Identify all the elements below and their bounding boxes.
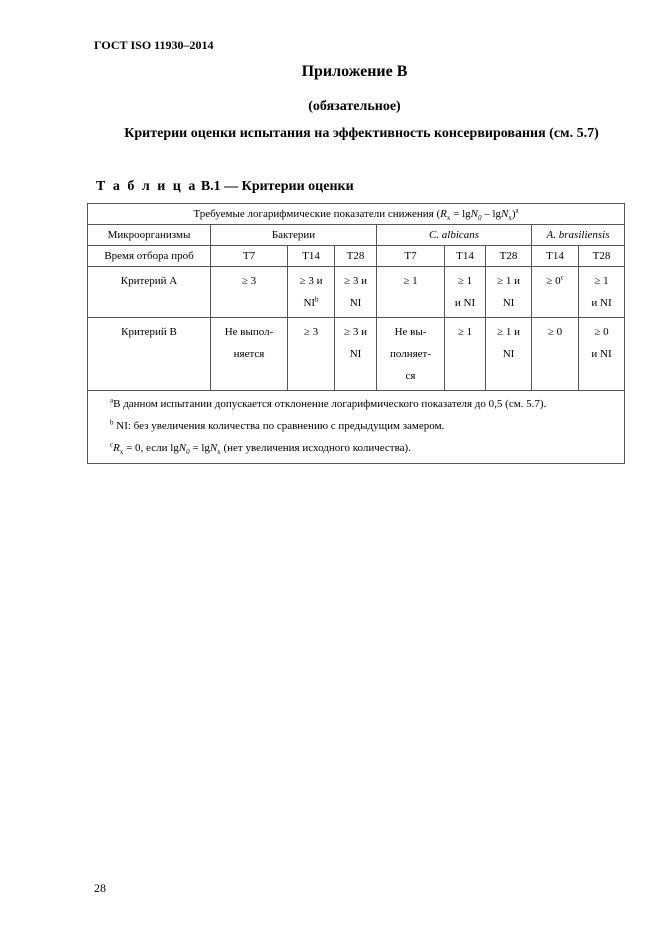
- criterion-cell: ≥ 1 и NI: [486, 267, 532, 318]
- table-caption: [96, 179, 354, 195]
- appendix-subtitle: Критерии оценки испытания на эффективность консервирования (см. 5.7): [124, 126, 599, 141]
- time-cell: T14: [288, 246, 335, 267]
- criterion-cell: ≥ 1: [377, 267, 445, 318]
- time-cell: T7: [211, 246, 288, 267]
- criterion-cell: ≥ 1 и NI: [486, 318, 532, 391]
- table-title-row: [88, 204, 625, 225]
- group-header-row: [88, 225, 625, 246]
- footnotes-cell: [88, 391, 625, 464]
- criterion-cell: ≥ 1 и NI: [445, 267, 486, 318]
- footnote-b: $^b$ NI: без увеличения количества по сравнению с предыдущим замером.: [110, 418, 445, 432]
- time-cell: T14: [532, 246, 579, 267]
- footnote-a: $^a$В данном испытании допускается отклонение логарифмического показателя до 0,5 (см. 5.7).: [110, 396, 547, 410]
- time-cell: T28: [579, 246, 625, 267]
- criterion-a-row: [88, 267, 625, 318]
- appendix-status: (обязательное): [308, 99, 401, 114]
- criterion-cell: ≥ 3 и NI: [335, 267, 377, 318]
- time-cell: T7: [377, 246, 445, 267]
- time-cell: T28: [335, 246, 377, 267]
- criterion-b-label: Критерий В: [88, 318, 211, 391]
- bacteria-header: Бактерии: [211, 225, 377, 246]
- criterion-cell: ≥ $0^c$: [532, 267, 579, 318]
- sampling-time-row: [88, 246, 625, 267]
- standard-designation: ГОСТ ISO 11930–2014: [94, 38, 214, 52]
- footnote-c: $^cR_x = 0$, если lgN$_0$ = lgN$_x$ (нет увеличения исходного количества).: [110, 440, 411, 457]
- table-title-cell: Требуемые логарифмические показатели снижения $(R_x = \lg N_0 - \lg N_x)^a$: [88, 204, 625, 225]
- microorganisms-header: Микроорганизмы: [88, 225, 211, 246]
- criterion-cell: ≥ 3: [211, 267, 288, 318]
- page-number: 28: [94, 881, 106, 895]
- table-caption-text: — Критерии оценки: [224, 179, 354, 194]
- c-albicans-header: C. albicans: [377, 225, 532, 246]
- criterion-cell: ≥ 1: [445, 318, 486, 391]
- criterion-cell: ≥ 0: [532, 318, 579, 391]
- appendix-title: Приложение В: [301, 63, 408, 80]
- a-brasiliensis-header: A. brasiliensis: [532, 225, 625, 246]
- sampling-time-label: Время отбора проб: [88, 246, 211, 267]
- criterion-cell: ≥ 3: [288, 318, 335, 391]
- criterion-cell: ≥ 0 и NI: [579, 318, 625, 391]
- criteria-table: [87, 203, 625, 464]
- table-caption-label: Т а б л и ц а: [96, 179, 198, 194]
- footnotes-row: [88, 391, 625, 464]
- criterion-b-row: [88, 318, 625, 391]
- time-cell: T14: [445, 246, 486, 267]
- criterion-cell: ≥ 1 и NI: [579, 267, 625, 318]
- criterion-cell: Не выпол- няется: [211, 318, 288, 391]
- criterion-a-label: Критерий А: [88, 267, 211, 318]
- criterion-cell: ≥ 3 и NI: [335, 318, 377, 391]
- table-caption-number: В.1: [200, 179, 221, 194]
- time-cell: T28: [486, 246, 532, 267]
- criterion-cell: Не вы- полняет- ся: [377, 318, 445, 391]
- criterion-cell: ≥ 3 и $NI^b$: [288, 267, 335, 318]
